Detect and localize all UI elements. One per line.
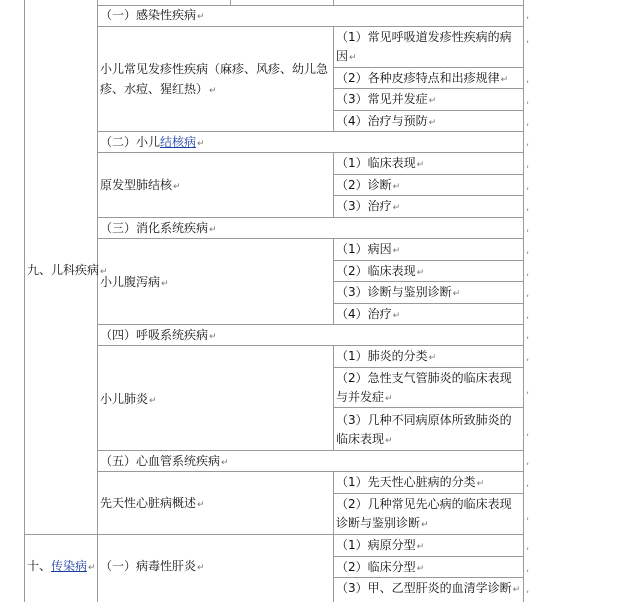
- row-end-mark: ,: [526, 181, 530, 192]
- item-rash-complications: （3）常见并发症↵: [336, 92, 437, 106]
- item-pathogen-pneumonia-cont: 临床表现↵: [336, 432, 393, 446]
- row-end-mark: ,: [526, 511, 530, 522]
- item-pneumonia-classification: （1）肺炎的分类↵: [336, 349, 437, 363]
- item-diarrhea-treatment: （4）治疗↵: [336, 307, 401, 321]
- topic-primary-tb: 原发型肺结核↵: [100, 178, 181, 192]
- topic-rash-diseases-line2: 疹、水痘、猩红热）↵: [100, 82, 217, 96]
- item-chd-clinical: （2）几种常见先心病的临床表现: [336, 497, 512, 511]
- item-chd-clinical-cont: 诊断与鉴别诊断↵: [336, 516, 429, 530]
- chapter-pediatrics: 九、儿科疾病↵: [27, 263, 108, 277]
- item-diarrhea-cause: （1）病因↵: [336, 242, 401, 256]
- row-end-mark: ,: [526, 456, 530, 467]
- row-end-mark: ,: [526, 10, 530, 21]
- item-rash-patterns: （2）各种皮疹特点和出疹规律↵: [336, 71, 509, 85]
- topic-diarrhea: 小儿腹泻病↵: [100, 275, 169, 289]
- row-end-mark: ,: [526, 74, 530, 85]
- row-end-mark: ,: [526, 267, 530, 278]
- topic-rash-diseases-line1: 小儿常见发疹性疾病（麻疹、风疹、幼儿急: [100, 62, 329, 76]
- row-end-mark: ,: [526, 385, 530, 396]
- topic-viral-hepatitis: （一）病毒性肝炎↵: [100, 559, 205, 573]
- row-end-mark: ,: [526, 563, 530, 574]
- chapter-infectious: 十、传染病↵: [27, 559, 96, 573]
- section-respiratory: （四）呼吸系统疾病↵: [100, 328, 217, 342]
- item-rash-cause: （1）常见呼吸道发疹性疾病的病: [336, 30, 512, 44]
- item-bronchopneumonia: （2）急性支气管肺炎的临床表现: [336, 371, 512, 385]
- item-rash-treatment: （4）治疗与预防↵: [336, 114, 437, 128]
- row-end-mark: ,: [526, 95, 530, 106]
- row-end-mark: ,: [526, 310, 530, 321]
- section-cardiovascular: （五）心血管系统疾病↵: [100, 454, 229, 468]
- row-end-mark: ,: [526, 541, 530, 552]
- item-hep-etiology: （1）病原分型↵: [336, 538, 425, 552]
- item-hep-clinical: （2）临床分型↵: [336, 560, 425, 574]
- row-end-mark: ,: [526, 202, 530, 213]
- row-end-mark: ,: [526, 584, 530, 595]
- row-end-mark: ,: [526, 137, 530, 148]
- topic-pneumonia: 小儿肺炎↵: [100, 392, 157, 406]
- row-end-mark: ,: [526, 427, 530, 438]
- row-end-mark: ,: [526, 159, 530, 170]
- row-end-mark: ,: [526, 245, 530, 256]
- row-end-mark: ,: [526, 288, 530, 299]
- row-end-mark: ,: [526, 330, 530, 341]
- item-tb-clinical: （1）临床表现↵: [336, 156, 425, 170]
- item-chd-classification: （1）先天性心脏病的分类↵: [336, 475, 485, 489]
- item-tb-diagnosis: （2）诊断↵: [336, 178, 401, 192]
- section-infectious-diseases: （一）感染性疾病↵: [100, 8, 205, 22]
- item-pathogen-pneumonia: （3）几种不同病原体所致肺炎的: [336, 413, 512, 427]
- item-hep-serology: （3）甲、乙型肝炎的血清学诊断↵: [336, 581, 521, 595]
- row-end-mark: ,: [526, 478, 530, 489]
- item-diarrhea-clinical: （2）临床表现↵: [336, 264, 425, 278]
- item-diarrhea-diagnosis: （3）诊断与鉴别诊断↵: [336, 285, 461, 299]
- item-bronchopneumonia-cont: 与并发症↵: [336, 390, 393, 404]
- tuberculosis-link[interactable]: 结核病: [160, 135, 197, 149]
- section-digestive: （三）消化系统疾病↵: [100, 221, 217, 235]
- row-end-mark: ,: [526, 34, 530, 45]
- item-tb-treatment: （3）治疗↵: [336, 199, 401, 213]
- section-tuberculosis: （二）小儿结核病↵: [100, 135, 205, 149]
- row-end-mark: ,: [526, 223, 530, 234]
- topic-congenital-heart: 先天性心脏病概述↵: [100, 496, 205, 510]
- infectious-disease-link[interactable]: 传染病: [51, 559, 88, 573]
- item-rash-cause-cont: 因↵: [336, 49, 357, 63]
- row-end-mark: ,: [526, 117, 530, 128]
- row-end-mark: ,: [526, 352, 530, 363]
